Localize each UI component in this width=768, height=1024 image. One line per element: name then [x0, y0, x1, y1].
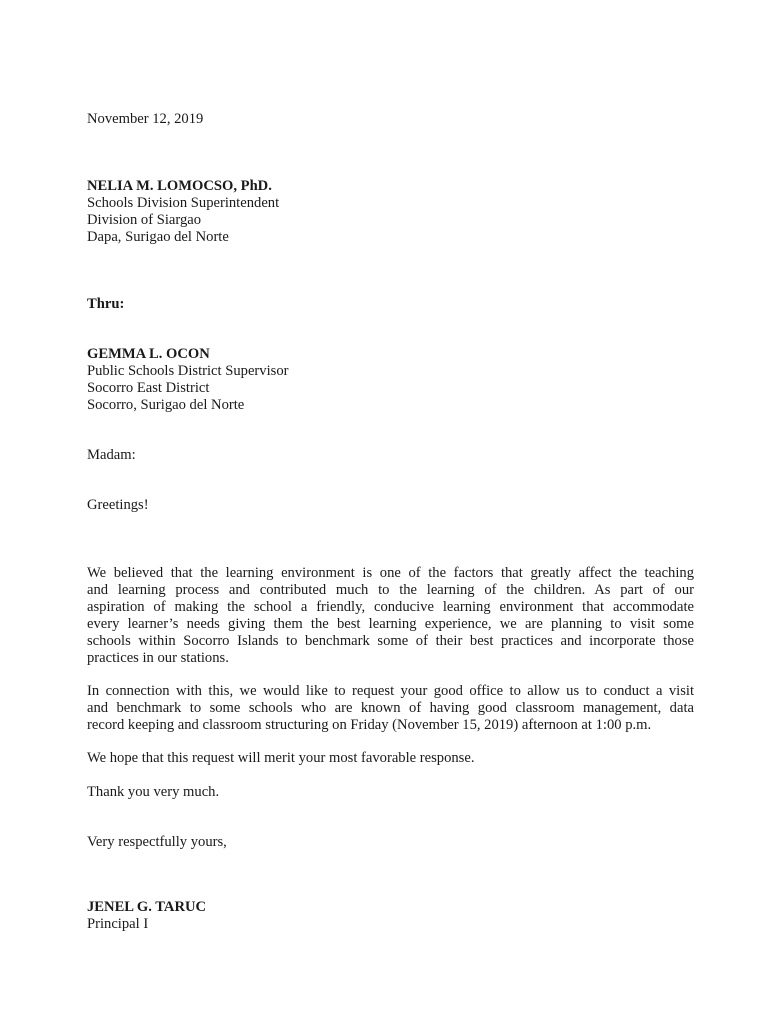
body-p1-line: practices in our stations. [87, 650, 229, 666]
thru-label-block [87, 296, 694, 313]
salutation-block [87, 447, 694, 464]
letter-date [87, 111, 694, 128]
thru-block [87, 346, 694, 414]
recipient-title: Schools Division Superintendent [87, 195, 280, 211]
body-p1-line: aspiration of making the school a friendly, conducive learning environment that accommodate [87, 599, 694, 615]
body-paragraph-4 [87, 784, 694, 801]
recipient-address: Dapa, Surigao del Norte [87, 229, 229, 245]
body-p2-line: record keeping and classroom structuring on Friday (November 15, 2019) afternoon at 1:00 p.m. [87, 717, 652, 733]
greeting: Greetings! [87, 497, 149, 513]
signatory-block [87, 899, 694, 933]
body-p3: We hope that this request will merit your most favorable response. [87, 750, 475, 766]
thru-org: Socorro East District [87, 380, 210, 396]
date-text: November 12, 2019 [87, 111, 204, 127]
recipient-name: NELIA M. LOMOCSO, PhD. [87, 178, 272, 194]
body-paragraph-1 [87, 565, 694, 667]
signatory-name: JENEL G. TARUC [87, 899, 207, 915]
thru-name: GEMMA L. OCON [87, 346, 210, 362]
body-p2-line: and benchmark to some schools who are known of having good classroom management, data [87, 700, 694, 716]
closing: Very respectfully yours, [87, 834, 227, 850]
thru-label: Thru: [87, 296, 125, 312]
body-p1-line: and learning process and contributed much to the learning of the children. As part of our [87, 582, 694, 598]
body-paragraph-3 [87, 750, 694, 767]
thru-address: Socorro, Surigao del Norte [87, 397, 245, 413]
body-p4: Thank you very much. [87, 784, 220, 800]
body-p1-line: every learner’s needs giving them the best learning experience, we are planning to visit some [87, 616, 694, 632]
thru-title: Public Schools District Supervisor [87, 363, 289, 379]
recipient-org: Division of Siargao [87, 212, 202, 228]
body-p1-line: We believed that the learning environment is one of the factors that greatly affect the teaching [87, 565, 694, 581]
body-p2-line: In connection with this, we would like to request your good office to allow us to conduct a visit [87, 683, 694, 699]
signatory-title: Principal I [87, 916, 149, 932]
closing-block [87, 834, 694, 851]
body-p1-line: schools within Socorro Islands to benchmark some of their best practices and incorporate those [87, 633, 694, 649]
body-paragraph-2 [87, 683, 694, 734]
salutation: Madam: [87, 447, 136, 463]
greeting-block [87, 497, 694, 514]
recipient-block [87, 178, 694, 246]
